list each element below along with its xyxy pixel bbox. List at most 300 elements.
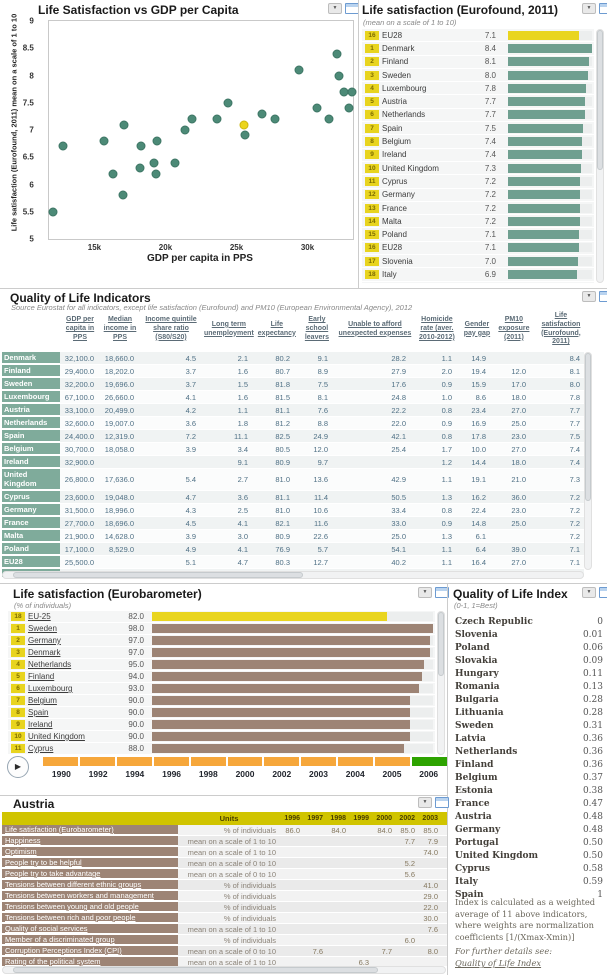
- table-cell: [303, 936, 326, 945]
- indicator-link[interactable]: Happiness: [2, 836, 178, 846]
- row-cells: [280, 914, 447, 923]
- table-cell: 12.0: [511, 366, 526, 376]
- table-row[interactable]: [2, 504, 584, 517]
- country-label[interactable]: Netherlands: [382, 110, 426, 120]
- ranking-row[interactable]: [362, 82, 594, 95]
- timeline-year-label[interactable]: 2003: [309, 769, 328, 779]
- qol-index-row[interactable]: [455, 706, 603, 719]
- table-cell: 32,200.0: [64, 379, 94, 389]
- scatter-point-denmark[interactable]: [333, 49, 342, 58]
- scatter-point-cyprus[interactable]: [212, 115, 221, 124]
- country-cell[interactable]: Ireland: [2, 456, 60, 468]
- table-row[interactable]: [2, 530, 584, 543]
- units-cell: % of individuals: [223, 902, 276, 912]
- year-header[interactable]: 2002: [399, 815, 415, 822]
- indicator-link[interactable]: Tensions between workers and management: [2, 891, 178, 901]
- scatter-point-italy[interactable]: [241, 131, 250, 140]
- country-label[interactable]: Cyprus: [382, 176, 408, 186]
- qol-index-row[interactable]: [455, 797, 603, 810]
- ranking-row[interactable]: [362, 255, 594, 268]
- indicator-link[interactable]: Tensions between different ethnic groups: [2, 880, 178, 890]
- scatter-point-portugal[interactable]: [152, 136, 161, 145]
- column-header[interactable]: Unable to afford unexpected expenses: [338, 320, 412, 337]
- table-cell: 2.0: [441, 366, 452, 376]
- indicators-hscrollbar[interactable]: [2, 571, 584, 579]
- scatter-point-ireland[interactable]: [344, 104, 353, 113]
- column-header[interactable]: PM10 exposure (2011): [498, 316, 530, 341]
- table-cell: [441, 870, 447, 879]
- bar-track: [508, 84, 592, 93]
- index-value: 0.28: [582, 707, 603, 718]
- country-link[interactable]: Denmark: [28, 648, 61, 657]
- qol-index-row[interactable]: [455, 875, 603, 888]
- options-dropdown-icon[interactable]: ▼: [582, 587, 596, 598]
- qol-index-row[interactable]: [455, 667, 603, 680]
- indicator-link[interactable]: People try to be helpful: [2, 858, 178, 868]
- ranking-row[interactable]: [362, 95, 594, 108]
- indicators-vscrollbar[interactable]: [584, 352, 592, 570]
- year-header[interactable]: 1998: [330, 815, 346, 822]
- country-cell[interactable]: United Kingdom: [2, 469, 60, 490]
- bar-track: [508, 31, 592, 40]
- country-link[interactable]: Belgium: [28, 696, 57, 705]
- country-label[interactable]: Slovenia: [382, 256, 413, 266]
- scatter-point-slovenia[interactable]: [181, 126, 190, 135]
- indicator-row: [2, 891, 447, 902]
- table-cell: 3.0: [237, 531, 248, 541]
- scatter-plot-area: [22, 16, 354, 252]
- index-value: 0.11: [582, 668, 603, 679]
- table-cell: 10.0: [471, 444, 486, 454]
- table-cell: 9.1: [237, 457, 248, 467]
- year-header[interactable]: 1996: [284, 815, 300, 822]
- indicator-row: [2, 946, 447, 957]
- ranking-row[interactable]: [362, 215, 594, 228]
- country-link[interactable]: Sweden: [28, 624, 57, 633]
- country-cell[interactable]: France: [2, 517, 60, 529]
- indicator-link[interactable]: Tensions between rich and poor people: [2, 913, 178, 923]
- scatter-point[interactable]: [108, 169, 117, 178]
- column-header[interactable]: Early school leavers: [304, 316, 329, 341]
- options-dropdown-icon[interactable]: ▼: [418, 587, 432, 598]
- table-row[interactable]: [2, 378, 584, 391]
- options-dropdown-icon[interactable]: ▼: [328, 3, 342, 14]
- qol-index-row[interactable]: [455, 615, 603, 628]
- table-cell: 1.0: [441, 392, 452, 402]
- timeline-year-label[interactable]: 2000: [235, 769, 255, 779]
- index-value: 0.37: [582, 772, 603, 783]
- table-cell: 4.1: [237, 544, 248, 554]
- scrollbar-thumb[interactable]: [13, 572, 303, 578]
- table-cell: [418, 859, 441, 868]
- scatter-point-finland[interactable]: [295, 66, 304, 75]
- table-cell: 0.8: [441, 405, 452, 415]
- maximize-window-icon[interactable]: [599, 291, 607, 302]
- scatter-point-spain[interactable]: [223, 98, 232, 107]
- table-cell: [280, 914, 303, 923]
- bar-track: [152, 720, 433, 729]
- scrollbar-thumb[interactable]: [13, 967, 378, 973]
- indicator-row: [2, 924, 447, 935]
- country-cell[interactable]: Germany: [2, 504, 60, 516]
- table-row[interactable]: [2, 430, 584, 443]
- ranking-row[interactable]: [362, 69, 594, 82]
- timeline-year-label[interactable]: 1990: [51, 769, 71, 779]
- table-row[interactable]: [2, 417, 584, 430]
- country-label[interactable]: EU28: [382, 243, 403, 253]
- scatter-point-eu28[interactable]: [239, 120, 248, 129]
- ranking-row[interactable]: [362, 42, 594, 55]
- year-header[interactable]: 2003: [422, 815, 438, 822]
- table-row[interactable]: [2, 543, 584, 556]
- table-cell: [349, 925, 372, 934]
- scatter-point[interactable]: [150, 158, 159, 167]
- table-cell: [441, 903, 447, 912]
- table-row[interactable]: [2, 556, 584, 569]
- table-cell: 8.8: [317, 418, 328, 428]
- table-row[interactable]: [2, 404, 584, 417]
- ranking-row[interactable]: [362, 268, 594, 281]
- timeline-year-label[interactable]: 2006: [419, 769, 439, 779]
- country-cell[interactable]: Cyprus: [2, 491, 60, 503]
- eurobarometer-title: Life satisfaction (Eurobarometer): [13, 587, 202, 601]
- qol-index-row[interactable]: [455, 628, 603, 641]
- table-row[interactable]: [2, 443, 584, 456]
- timeline-year-label[interactable]: 2002: [272, 769, 292, 779]
- scatter-point[interactable]: [171, 158, 180, 167]
- country-link[interactable]: Finland: [28, 672, 55, 681]
- country-label[interactable]: Finland: [382, 57, 409, 67]
- table-cell: 5.1: [185, 557, 196, 567]
- column-header[interactable]: Long term unemployment: [204, 320, 254, 337]
- rank-badge: 16: [365, 243, 379, 252]
- table-cell: 11.4: [313, 492, 328, 502]
- country-link[interactable]: Germany: [28, 636, 61, 645]
- index-value: 0.47: [582, 798, 603, 809]
- ranking-row[interactable]: [362, 175, 594, 188]
- table-cell: 25.0: [511, 518, 526, 528]
- austria-hscrollbar[interactable]: [2, 966, 446, 974]
- index-value: 0.36: [582, 759, 603, 770]
- indicator-row: [2, 858, 447, 869]
- country-cell[interactable]: Finland: [2, 365, 60, 377]
- table-cell: 26,800.0: [64, 475, 94, 484]
- rank-badge: 16: [365, 31, 379, 40]
- ranking-row[interactable]: [8, 635, 435, 647]
- eurofound-scrollbar[interactable]: [596, 29, 604, 283]
- qol-index-row[interactable]: [455, 654, 603, 667]
- timeline-year-label[interactable]: 1994: [125, 769, 145, 779]
- scatter-point-sweden[interactable]: [334, 71, 343, 80]
- row-cells: [60, 417, 584, 429]
- country-cell[interactable]: Austria: [2, 404, 60, 416]
- qol-index-row[interactable]: [455, 862, 603, 875]
- country-link[interactable]: United Kingdom: [28, 732, 85, 741]
- index-value: 0.28: [582, 694, 603, 705]
- ranking-row[interactable]: [8, 707, 435, 719]
- table-row[interactable]: [2, 456, 584, 469]
- timeline-segment[interactable]: [43, 757, 78, 766]
- country-link[interactable]: Spain: [28, 708, 49, 717]
- table-cell: [280, 881, 303, 890]
- country-cell[interactable]: Denmark: [2, 352, 60, 364]
- table-cell: 27.0: [511, 405, 526, 415]
- row-cells: [60, 456, 584, 468]
- ranking-row[interactable]: [362, 109, 594, 122]
- scatter-point-germany[interactable]: [324, 115, 333, 124]
- column-header[interactable]: Life expectancy: [257, 320, 296, 337]
- timeline-segment[interactable]: [375, 757, 410, 766]
- table-cell: [349, 903, 372, 912]
- eurobarometer-scrollbar[interactable]: [437, 611, 445, 755]
- ranking-row[interactable]: [362, 162, 594, 175]
- scatter-point-poland[interactable]: [120, 120, 129, 129]
- bar-track: [508, 57, 592, 66]
- table-row[interactable]: [2, 391, 584, 404]
- scatter-point-malta[interactable]: [188, 115, 197, 124]
- qol-index-row[interactable]: [455, 745, 603, 758]
- table-cell: 26,660.0: [104, 392, 134, 402]
- table-cell: 7.6: [312, 946, 323, 956]
- ranking-row[interactable]: [362, 242, 594, 255]
- scatter-point-france[interactable]: [270, 115, 279, 124]
- table-cell: [349, 914, 372, 923]
- options-dropdown-icon[interactable]: ▼: [418, 797, 432, 808]
- country-cell[interactable]: Sweden: [2, 378, 60, 390]
- country-label[interactable]: Sweden: [382, 70, 411, 80]
- column-header[interactable]: Homicide rate (aver. 2010-2012): [419, 316, 455, 341]
- country-cell[interactable]: Spain: [2, 430, 60, 442]
- indicator-link[interactable]: Quality of social services: [2, 924, 178, 934]
- country-label[interactable]: Spain: [382, 123, 403, 133]
- scatter-point[interactable]: [59, 142, 68, 151]
- timeline-segment[interactable]: [80, 757, 115, 766]
- country-cell[interactable]: Belgium: [2, 443, 60, 455]
- column-header[interactable]: Life satisfaction (Eurofound, 2011): [541, 312, 581, 346]
- scatter-point-croatia[interactable]: [100, 136, 109, 145]
- country-label[interactable]: France: [382, 203, 407, 213]
- country-link[interactable]: Cyprus: [28, 744, 54, 753]
- qol-index-row[interactable]: [455, 823, 603, 836]
- country-label[interactable]: United Kingdom: [382, 163, 439, 173]
- ranking-row[interactable]: [362, 56, 594, 69]
- value-label: 82.0: [128, 612, 144, 621]
- timeline-segment[interactable]: [191, 757, 226, 766]
- timeline-year-label[interactable]: 1996: [162, 769, 182, 779]
- qol-index-link[interactable]: Quality of Life Index: [455, 958, 542, 968]
- bar-track: [152, 696, 433, 705]
- column-header[interactable]: GDP per capita in PPS: [65, 316, 95, 341]
- indicator-link[interactable]: Life satisfaction (Eurobarometer): [2, 825, 178, 835]
- table-row[interactable]: [2, 469, 584, 491]
- ranking-row[interactable]: [8, 647, 435, 659]
- table-cell: 11.6: [313, 518, 328, 528]
- ranking-row[interactable]: [8, 683, 435, 695]
- table-cell: [280, 958, 303, 967]
- column-header[interactable]: Gender pay gap: [463, 320, 491, 337]
- table-cell: [441, 914, 447, 923]
- table-row[interactable]: [2, 491, 584, 504]
- index-value: 0.58: [582, 863, 603, 874]
- indicator-link[interactable]: People try to take advantage: [2, 869, 178, 879]
- country-cell[interactable]: EU28: [2, 556, 60, 568]
- timeline-segment[interactable]: [117, 757, 152, 766]
- table-cell: [280, 903, 303, 912]
- country-label[interactable]: Luxembourg: [382, 83, 427, 93]
- ranking-row[interactable]: [8, 695, 435, 707]
- maximize-window-icon[interactable]: [435, 797, 449, 808]
- ranking-row[interactable]: [362, 122, 594, 135]
- indicator-row: [2, 836, 447, 847]
- table-cell: 16.9: [471, 418, 486, 428]
- country-link[interactable]: Ireland: [28, 720, 53, 729]
- qol-index-row[interactable]: [455, 810, 603, 823]
- qol-index-row[interactable]: [455, 784, 603, 797]
- ranking-row[interactable]: [362, 29, 594, 42]
- country-label[interactable]: Austria: [382, 97, 407, 107]
- table-cell: 18,696.0: [104, 518, 134, 528]
- table-cell: [372, 870, 395, 879]
- scatter-point-united-kingdom[interactable]: [258, 109, 267, 118]
- bar-track: [508, 71, 592, 80]
- units-cell: mean on a scale of 1 to 10: [187, 957, 276, 966]
- ranking-row[interactable]: [8, 671, 435, 683]
- timeline-year-label[interactable]: 2005: [382, 769, 402, 779]
- column-header[interactable]: Median income in PPS: [103, 316, 137, 341]
- row-cells: [60, 378, 584, 390]
- ranking-row[interactable]: [362, 228, 594, 241]
- timeline-segment[interactable]: [301, 757, 336, 766]
- year-header[interactable]: 1997: [307, 815, 323, 822]
- qol-index-row[interactable]: [455, 693, 603, 706]
- ranking-row[interactable]: [8, 719, 435, 731]
- country-link[interactable]: EU-25: [28, 612, 51, 621]
- country-label[interactable]: Italy: [382, 269, 397, 279]
- scatter-point-belgium[interactable]: [313, 104, 322, 113]
- year-header[interactable]: [441, 815, 447, 822]
- country-link[interactable]: Netherlands: [28, 660, 72, 669]
- row-cells: [280, 881, 447, 890]
- ranking-row[interactable]: [8, 659, 435, 671]
- scrollbar-thumb[interactable]: [597, 30, 603, 170]
- ranking-row[interactable]: [8, 623, 435, 635]
- qol-index-row[interactable]: [455, 719, 603, 732]
- scatter-point[interactable]: [49, 207, 58, 216]
- ranking-row[interactable]: [362, 149, 594, 162]
- scatter-point[interactable]: [151, 169, 160, 178]
- qol-index-row[interactable]: [455, 771, 603, 784]
- table-cell: 7.6: [427, 924, 438, 934]
- scatter-point-lithuania[interactable]: [137, 142, 146, 151]
- timeline-segment[interactable]: [264, 757, 299, 766]
- qol-index-row[interactable]: [455, 758, 603, 771]
- ranking-row[interactable]: [8, 731, 435, 743]
- table-cell: [326, 837, 349, 846]
- scatter-point[interactable]: [135, 164, 144, 173]
- value-label: 7.3: [484, 163, 496, 173]
- panel-e-icons: [582, 587, 607, 598]
- table-cell: 17.0: [511, 379, 526, 389]
- play-button[interactable]: ▶: [7, 756, 29, 778]
- table-row[interactable]: [2, 365, 584, 378]
- ranking-row[interactable]: [362, 189, 594, 202]
- table-cell: 80.7: [275, 366, 290, 376]
- qol-index-row[interactable]: [455, 641, 603, 654]
- qol-index-row[interactable]: [455, 732, 603, 745]
- options-dropdown-icon[interactable]: ▼: [582, 3, 596, 14]
- maximize-window-icon[interactable]: [345, 3, 359, 14]
- country-label[interactable]: Denmark: [382, 43, 415, 53]
- year-header[interactable]: 2000: [376, 815, 392, 822]
- year-header[interactable]: 1999: [353, 815, 369, 822]
- qol-index-row[interactable]: [455, 836, 603, 849]
- table-cell: 22.0: [391, 418, 406, 428]
- options-dropdown-icon[interactable]: ▼: [582, 291, 596, 302]
- indicator-link[interactable]: Optimism: [2, 847, 178, 857]
- country-label[interactable]: Ireland: [382, 150, 407, 160]
- timeline-segment[interactable]: [412, 757, 447, 766]
- country-label[interactable]: EU28: [382, 30, 403, 40]
- indicator-link[interactable]: Tensions between young and old people: [2, 902, 178, 912]
- table-row[interactable]: [2, 517, 584, 530]
- country-cell[interactable]: Malta: [2, 530, 60, 542]
- y-axis-label: Life satisfaction (Eurofound, 2011) mean on a scale of 1 to 10: [9, 13, 19, 232]
- timeline-year-label[interactable]: 1992: [88, 769, 108, 779]
- country-cell[interactable]: Netherlands: [2, 417, 60, 429]
- row-cells: [60, 365, 584, 377]
- timeline-year-label[interactable]: 1998: [198, 769, 218, 779]
- timeline-segment[interactable]: [228, 757, 263, 766]
- indicator-link[interactable]: Corruption Perceptions Index (CPI): [2, 946, 178, 956]
- timeline-segment[interactable]: [154, 757, 189, 766]
- country-label[interactable]: Malta: [382, 216, 402, 226]
- timeline-segment[interactable]: [338, 757, 373, 766]
- country-label[interactable]: Poland: [382, 230, 407, 240]
- table-cell: [280, 936, 303, 945]
- qol-link-intro: For further details see:: [455, 946, 553, 956]
- table-cell: 1.1: [441, 353, 452, 363]
- country-label[interactable]: Belgium: [382, 137, 411, 147]
- rank-badge: 11: [365, 177, 379, 186]
- scatter-point-austria[interactable]: [347, 87, 356, 96]
- value-bar: [508, 31, 579, 40]
- ranking-row[interactable]: [362, 135, 594, 148]
- timeline-year-label[interactable]: 2004: [345, 769, 365, 779]
- country-label[interactable]: Germany: [382, 190, 415, 200]
- maximize-window-icon[interactable]: [599, 587, 607, 598]
- column-header[interactable]: Income quintile share ratio (S80/S20): [145, 316, 197, 341]
- value-label: 95.0: [128, 660, 144, 669]
- indicator-link[interactable]: Rating of the political system: [2, 957, 178, 966]
- indicator-link[interactable]: Member of a discriminated group: [2, 935, 178, 945]
- qol-index-row[interactable]: [455, 680, 603, 693]
- table-cell: 54.1: [391, 544, 406, 554]
- country-link[interactable]: Luxembourg: [28, 684, 73, 693]
- ranking-row[interactable]: [8, 611, 435, 623]
- ranking-row[interactable]: [8, 743, 435, 755]
- table-cell: [372, 925, 395, 934]
- country-cell[interactable]: Luxembourg: [2, 391, 60, 403]
- country-cell[interactable]: Poland: [2, 543, 60, 555]
- maximize-window-icon[interactable]: [599, 3, 607, 14]
- scrollbar-thumb[interactable]: [585, 353, 591, 501]
- qol-index-row[interactable]: [455, 849, 603, 862]
- ranking-row[interactable]: [362, 202, 594, 215]
- x-axis-label: GDP per capita in PPS: [147, 253, 253, 264]
- table-row[interactable]: [2, 352, 584, 365]
- scatter-point[interactable]: [118, 191, 127, 200]
- scrollbar-thumb[interactable]: [438, 612, 444, 676]
